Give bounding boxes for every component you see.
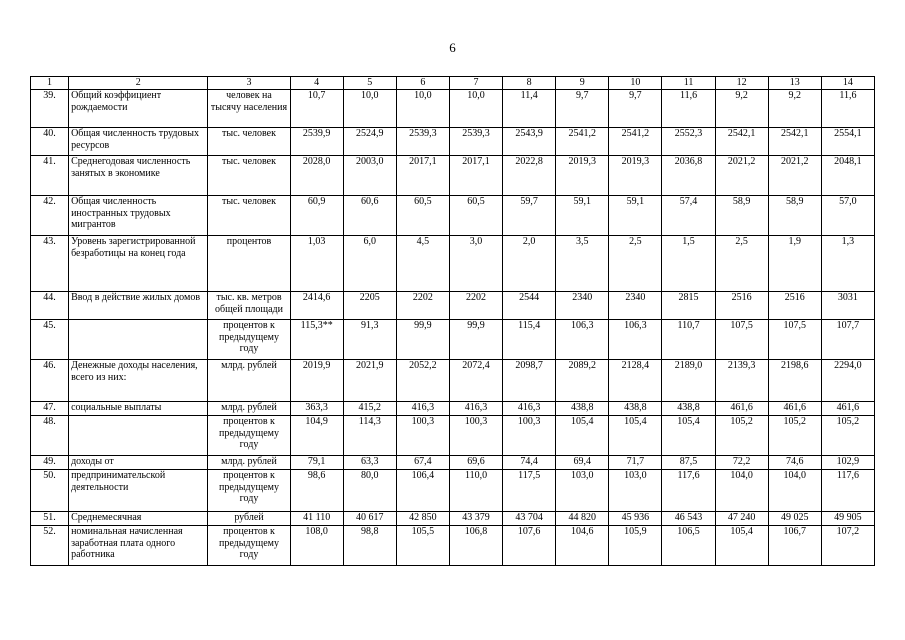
value-cell: 2019,9: [290, 360, 343, 402]
value-cell: 2539,3: [449, 128, 502, 156]
value-cell: 2516: [768, 292, 821, 320]
value-cell: 2128,4: [609, 360, 662, 402]
value-cell: 2189,0: [662, 360, 715, 402]
value-cell: 2019,3: [609, 156, 662, 196]
row-number: 48.: [31, 416, 69, 456]
value-cell: 114,3: [343, 416, 396, 456]
row-number: 47.: [31, 402, 69, 416]
value-cell: 104,9: [290, 416, 343, 456]
value-cell: 106,5: [662, 526, 715, 566]
column-header: 13: [768, 77, 821, 90]
value-cell: 117,6: [662, 470, 715, 512]
row-number: 41.: [31, 156, 69, 196]
value-cell: 11,6: [662, 90, 715, 128]
value-cell: 2017,1: [449, 156, 502, 196]
value-cell: 2021,2: [715, 156, 768, 196]
value-cell: 2542,1: [768, 128, 821, 156]
indicator-name: номинальная начисленная заработная плата одного работника: [69, 526, 208, 566]
header-row: [31, 77, 875, 90]
column-header: 9: [556, 77, 609, 90]
indicator-name: доходы от: [69, 456, 208, 470]
value-cell: 416,3: [449, 402, 502, 416]
table-row: [31, 292, 875, 320]
indicator-name: Денежные доходы населения, всего из них:: [69, 360, 208, 402]
value-cell: 9,7: [556, 90, 609, 128]
value-cell: 74,6: [768, 456, 821, 470]
value-cell: 104,6: [556, 526, 609, 566]
value-cell: 107,7: [821, 320, 874, 360]
indicator-name: Уровень зарегистрированной безработицы на конец года: [69, 236, 208, 292]
value-cell: 363,3: [290, 402, 343, 416]
value-cell: 105,4: [609, 416, 662, 456]
row-number: 46.: [31, 360, 69, 402]
value-cell: 79,1: [290, 456, 343, 470]
value-cell: 91,3: [343, 320, 396, 360]
value-cell: 106,3: [609, 320, 662, 360]
value-cell: 47 240: [715, 512, 768, 526]
indicator-name: [69, 416, 208, 456]
value-cell: 43 704: [503, 512, 556, 526]
value-cell: 49 025: [768, 512, 821, 526]
value-cell: 105,9: [609, 526, 662, 566]
value-cell: 2017,1: [396, 156, 449, 196]
value-cell: 1,3: [821, 236, 874, 292]
value-cell: 3,5: [556, 236, 609, 292]
value-cell: 2541,2: [556, 128, 609, 156]
value-cell: 2,5: [609, 236, 662, 292]
row-number: 45.: [31, 320, 69, 360]
value-cell: 58,9: [715, 196, 768, 236]
value-cell: 102,9: [821, 456, 874, 470]
value-cell: 60,6: [343, 196, 396, 236]
row-number: 49.: [31, 456, 69, 470]
value-cell: 98,8: [343, 526, 396, 566]
value-cell: 6,0: [343, 236, 396, 292]
unit-of-measure: тыс. человек: [208, 196, 290, 236]
value-cell: 2139,3: [715, 360, 768, 402]
unit-of-measure: человек на тысячу населения: [208, 90, 290, 128]
value-cell: 416,3: [396, 402, 449, 416]
value-cell: 2198,6: [768, 360, 821, 402]
value-cell: 100,3: [449, 416, 502, 456]
value-cell: 69,4: [556, 456, 609, 470]
value-cell: 461,6: [768, 402, 821, 416]
unit-of-measure: процентов: [208, 236, 290, 292]
value-cell: 438,8: [662, 402, 715, 416]
table-row: [31, 402, 875, 416]
value-cell: 107,2: [821, 526, 874, 566]
value-cell: 107,5: [768, 320, 821, 360]
value-cell: 117,6: [821, 470, 874, 512]
value-cell: 2340: [609, 292, 662, 320]
indicator-name: Среднемесячная: [69, 512, 208, 526]
value-cell: 106,4: [396, 470, 449, 512]
column-header: 5: [343, 77, 396, 90]
value-cell: 2036,8: [662, 156, 715, 196]
value-cell: 2539,9: [290, 128, 343, 156]
value-cell: 2089,2: [556, 360, 609, 402]
value-cell: 2052,2: [396, 360, 449, 402]
column-header: 1: [31, 77, 69, 90]
table-row: [31, 128, 875, 156]
value-cell: 2205: [343, 292, 396, 320]
value-cell: 67,4: [396, 456, 449, 470]
value-cell: 63,3: [343, 456, 396, 470]
value-cell: 2340: [556, 292, 609, 320]
row-number: 43.: [31, 236, 69, 292]
unit-of-measure: млрд. рублей: [208, 402, 290, 416]
value-cell: 100,3: [396, 416, 449, 456]
value-cell: 416,3: [503, 402, 556, 416]
value-cell: 438,8: [556, 402, 609, 416]
value-cell: 87,5: [662, 456, 715, 470]
value-cell: 2516: [715, 292, 768, 320]
value-cell: 42 850: [396, 512, 449, 526]
unit-of-measure: процентов к предыдущему году: [208, 526, 290, 566]
column-header: 12: [715, 77, 768, 90]
value-cell: 10,0: [449, 90, 502, 128]
unit-of-measure: тыс. человек: [208, 156, 290, 196]
row-number: 42.: [31, 196, 69, 236]
value-cell: 103,0: [609, 470, 662, 512]
value-cell: 105,2: [715, 416, 768, 456]
value-cell: 10,0: [396, 90, 449, 128]
column-header: 2: [69, 77, 208, 90]
page-number: 6: [449, 40, 456, 55]
value-cell: 69,6: [449, 456, 502, 470]
value-cell: 10,0: [343, 90, 396, 128]
unit-of-measure: процентов к предыдущему году: [208, 416, 290, 456]
indicator-name: [69, 320, 208, 360]
value-cell: 1,03: [290, 236, 343, 292]
column-header: 7: [449, 77, 502, 90]
unit-of-measure: тыс. человек: [208, 128, 290, 156]
value-cell: 2815: [662, 292, 715, 320]
value-cell: 107,5: [715, 320, 768, 360]
column-header: 10: [609, 77, 662, 90]
value-cell: 2294,0: [821, 360, 874, 402]
value-cell: 46 543: [662, 512, 715, 526]
value-cell: 103,0: [556, 470, 609, 512]
row-number: 40.: [31, 128, 69, 156]
value-cell: 40 617: [343, 512, 396, 526]
value-cell: 2003,0: [343, 156, 396, 196]
value-cell: 60,9: [290, 196, 343, 236]
value-cell: 11,6: [821, 90, 874, 128]
unit-of-measure: млрд. рублей: [208, 360, 290, 402]
column-header: 4: [290, 77, 343, 90]
value-cell: 461,6: [715, 402, 768, 416]
column-header: 3: [208, 77, 290, 90]
value-cell: 105,5: [396, 526, 449, 566]
value-cell: 2524,9: [343, 128, 396, 156]
value-cell: 110,7: [662, 320, 715, 360]
value-cell: 11,4: [503, 90, 556, 128]
value-cell: 105,4: [556, 416, 609, 456]
value-cell: 2098,7: [503, 360, 556, 402]
indicator-name: Общая численность иностранных трудовых мигрантов: [69, 196, 208, 236]
value-cell: 2542,1: [715, 128, 768, 156]
value-cell: 72,2: [715, 456, 768, 470]
value-cell: 105,2: [768, 416, 821, 456]
indicator-name: Ввод в действие жилых домов: [69, 292, 208, 320]
value-cell: 2021,2: [768, 156, 821, 196]
value-cell: 2202: [396, 292, 449, 320]
table-row: [31, 236, 875, 292]
value-cell: 57,0: [821, 196, 874, 236]
value-cell: 71,7: [609, 456, 662, 470]
value-cell: 60,5: [396, 196, 449, 236]
value-cell: 107,6: [503, 526, 556, 566]
value-cell: 2048,1: [821, 156, 874, 196]
table-row: [31, 196, 875, 236]
row-number: 51.: [31, 512, 69, 526]
value-cell: 57,4: [662, 196, 715, 236]
value-cell: 2543,9: [503, 128, 556, 156]
value-cell: 117,5: [503, 470, 556, 512]
value-cell: 1,9: [768, 236, 821, 292]
value-cell: 110,0: [449, 470, 502, 512]
value-cell: 104,0: [768, 470, 821, 512]
value-cell: 41 110: [290, 512, 343, 526]
row-number: 50.: [31, 470, 69, 512]
value-cell: 1,5: [662, 236, 715, 292]
column-header: 11: [662, 77, 715, 90]
unit-of-measure: млрд. рублей: [208, 456, 290, 470]
value-cell: 43 379: [449, 512, 502, 526]
row-number: 44.: [31, 292, 69, 320]
value-cell: 115,3**: [290, 320, 343, 360]
indicator-name: Общий коэффициент рождаемости: [69, 90, 208, 128]
value-cell: 4,5: [396, 236, 449, 292]
value-cell: 99,9: [449, 320, 502, 360]
value-cell: 100,3: [503, 416, 556, 456]
value-cell: 59,1: [556, 196, 609, 236]
value-cell: 115,4: [503, 320, 556, 360]
value-cell: 106,3: [556, 320, 609, 360]
value-cell: 3,0: [449, 236, 502, 292]
value-cell: 2541,2: [609, 128, 662, 156]
value-cell: 461,6: [821, 402, 874, 416]
indicator-name: социальные выплаты: [69, 402, 208, 416]
table-row: [31, 320, 875, 360]
value-cell: 2202: [449, 292, 502, 320]
value-cell: 49 905: [821, 512, 874, 526]
table-row: [31, 470, 875, 512]
value-cell: 58,9: [768, 196, 821, 236]
indicator-name: Среднегодовая численность занятых в экономике: [69, 156, 208, 196]
unit-of-measure: рублей: [208, 512, 290, 526]
value-cell: 2,0: [503, 236, 556, 292]
row-number: 52.: [31, 526, 69, 566]
value-cell: 74,4: [503, 456, 556, 470]
value-cell: 44 820: [556, 512, 609, 526]
unit-of-measure: процентов к предыдущему году: [208, 470, 290, 512]
value-cell: 106,8: [449, 526, 502, 566]
row-number: 39.: [31, 90, 69, 128]
value-cell: 9,2: [715, 90, 768, 128]
value-cell: 104,0: [715, 470, 768, 512]
value-cell: 9,7: [609, 90, 662, 128]
table-row: [31, 156, 875, 196]
table-row: [31, 416, 875, 456]
table-row: [31, 360, 875, 402]
value-cell: 105,2: [821, 416, 874, 456]
value-cell: 2,5: [715, 236, 768, 292]
value-cell: 2021,9: [343, 360, 396, 402]
table-row: [31, 90, 875, 128]
value-cell: 2552,3: [662, 128, 715, 156]
value-cell: 2072,4: [449, 360, 502, 402]
value-cell: 415,2: [343, 402, 396, 416]
unit-of-measure: процентов к предыдущему году: [208, 320, 290, 360]
column-header: 6: [396, 77, 449, 90]
column-header: 14: [821, 77, 874, 90]
value-cell: 108,0: [290, 526, 343, 566]
value-cell: 3031: [821, 292, 874, 320]
value-cell: 2539,3: [396, 128, 449, 156]
value-cell: 59,7: [503, 196, 556, 236]
value-cell: 2019,3: [556, 156, 609, 196]
value-cell: 59,1: [609, 196, 662, 236]
table-row: [31, 456, 875, 470]
indicator-name: Общая численность трудовых ресурсов: [69, 128, 208, 156]
indicators-table: [30, 76, 875, 566]
value-cell: 105,4: [662, 416, 715, 456]
value-cell: 105,4: [715, 526, 768, 566]
value-cell: 2414,6: [290, 292, 343, 320]
value-cell: 2554,1: [821, 128, 874, 156]
value-cell: 60,5: [449, 196, 502, 236]
value-cell: 45 936: [609, 512, 662, 526]
column-header: 8: [503, 77, 556, 90]
table-row: [31, 526, 875, 566]
table-row: [31, 512, 875, 526]
value-cell: 9,2: [768, 90, 821, 128]
value-cell: 80,0: [343, 470, 396, 512]
value-cell: 98,6: [290, 470, 343, 512]
value-cell: 2022,8: [503, 156, 556, 196]
value-cell: 10,7: [290, 90, 343, 128]
value-cell: 106,7: [768, 526, 821, 566]
value-cell: 99,9: [396, 320, 449, 360]
value-cell: 2544: [503, 292, 556, 320]
unit-of-measure: тыс. кв. метров общей площади: [208, 292, 290, 320]
indicator-name: предпринимательской деятельности: [69, 470, 208, 512]
value-cell: 2028,0: [290, 156, 343, 196]
value-cell: 438,8: [609, 402, 662, 416]
